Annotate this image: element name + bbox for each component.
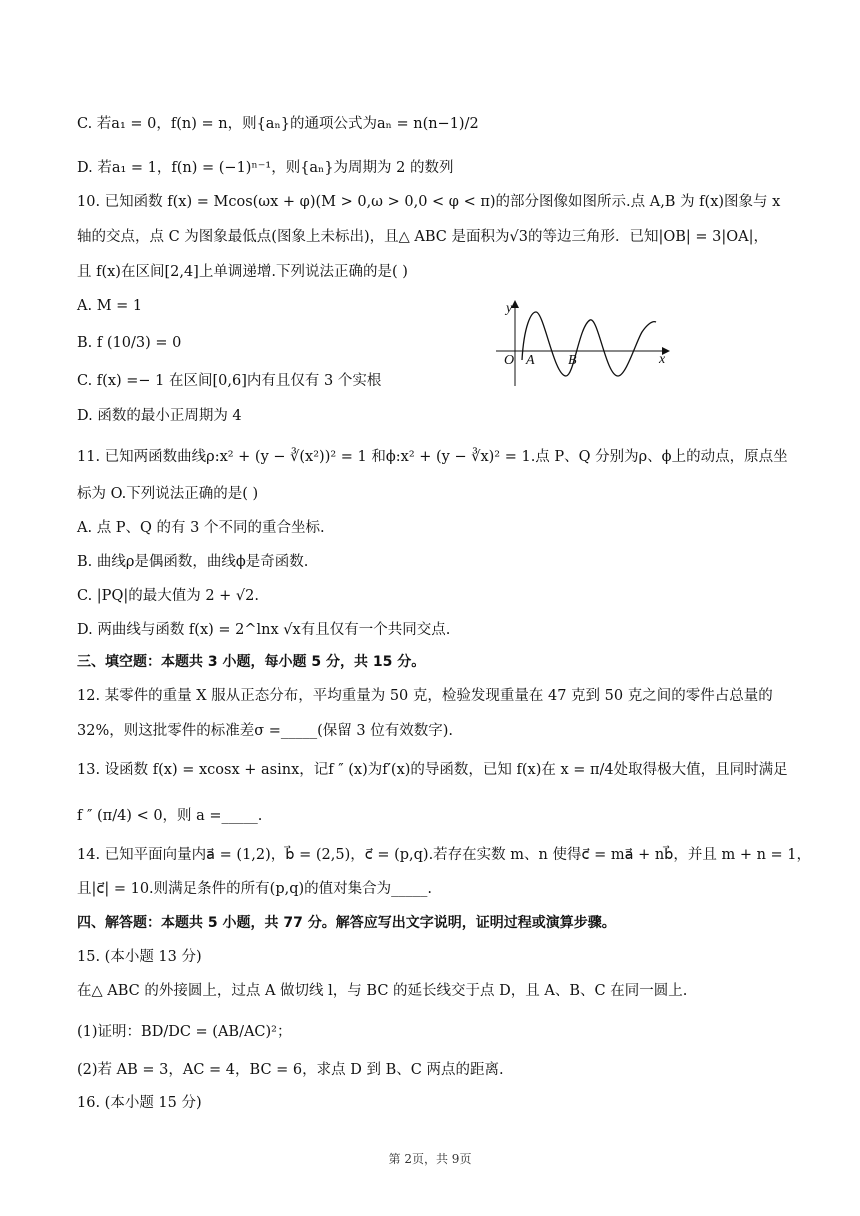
cosine-curve [522, 312, 656, 376]
option-9c: C. 若a₁ = 0，f(n) = n，则{aₙ}的通项公式为aₙ = n(n−1)/2 [77, 116, 479, 132]
origin-label: O [504, 353, 515, 368]
option-11b: B. 曲线ρ是偶函数，曲线ϕ是奇函数. [77, 554, 309, 570]
question-10: 10. 已知函数 f(x) = Mcos(ωx + φ)(M > 0,ω > 0,0 < φ < π)的部分图像如图所示.点 A,B 为 f(x)图象与 x [77, 194, 781, 210]
point-a-label: A [526, 353, 535, 368]
section-3-heading: 三、填空题：本题共 3 小题，每小题 5 分，共 15 分。 [77, 654, 426, 670]
question-15-header: 15. (本小题 13 分) [77, 949, 202, 965]
question-11-l2: 标为 O.下列说法正确的是( ) [77, 486, 259, 502]
page-footer: 第 2页，共 9页 [388, 1152, 472, 1166]
question-12-l2: 32%，则这批零件的标准差σ =_____(保留 3 位有效数字). [77, 723, 454, 739]
option-10c: C. f(x) =− 1 在区间[0,6]内有且仅有 3 个实根 [77, 373, 382, 389]
section-4-heading: 四、解答题：本题共 5 小题，共 77 分。解答应写出文字说明，证明过程或演算步骤。 [77, 915, 616, 931]
question-15-stem: 在△ ABC 的外接圆上，过点 A 做切线 l，与 BC 的延长线交于点 D，且 A、B、C 在同一圆上. [77, 983, 688, 999]
option-10b: B. f (10/3) = 0 [77, 335, 182, 351]
option-9d: D. 若a₁ = 1，f(n) = (−1)ⁿ⁻¹，则{aₙ}为周期为 2 的数列 [77, 160, 454, 176]
option-11a: A. 点 P、Q 的有 3 个不同的重合坐标. [77, 520, 325, 536]
option-10a: A. M = 1 [77, 298, 143, 314]
question-15-part2: (2)若 AB = 3，AC = 4，BC = 6，求点 D 到 B、C 两点的距离. [77, 1062, 504, 1078]
question-15-part1: (1)证明：BD/DC = (AB/AC)²； [77, 1024, 292, 1040]
option-11c: C. |PQ|的最大值为 2 + √2. [77, 588, 259, 604]
option-10d: D. 函数的最小正周期为 4 [77, 408, 242, 424]
question-14-l2: 且|c⃗| = 10.则满足条件的所有(p,q)的值对集合为_____. [77, 881, 433, 897]
question-13: 13. 设函数 f(x) = xcosx + asinx，记f ″ (x)为f′(x)的导函数，已知 f(x)在 x = π/4处取得极大值，且同时满足 [77, 762, 788, 778]
question-13-l2: f ″ (π/4) < 0，则 a =_____. [77, 808, 263, 824]
x-axis-label: x [659, 352, 666, 367]
option-11d: D. 两曲线与函数 f(x) = 2^lnx √x有且仅有一个共同交点. [77, 622, 451, 638]
y-axis-label: y [506, 301, 513, 316]
point-b-label: B [568, 353, 577, 368]
question-16-header: 16. (本小题 15 分) [77, 1095, 202, 1111]
question-12: 12. 某零件的重量 X 服从正态分布，平均重量为 50 克，检验发现重量在 47 克到 50 克之间的零件占总量的 [77, 688, 773, 704]
question-10-l3: 且 f(x)在区间[2,4]上单调递增.下列说法正确的是( ) [77, 264, 408, 280]
question-11: 11. 已知两函数曲线ρ:x² + (y − ∛(x²))² = 1 和ϕ:x² + (y − ∛x)² = 1.点 P、Q 分别为ρ、ϕ上的动点，原点坐 [77, 449, 788, 465]
question-10-l2: 轴的交点，点 C 为图象最低点(图象上未标出)，且△ ABC 是面积为√3的等边三角形．已知|OB| = 3|OA|， [77, 229, 768, 245]
question-14: 14. 已知平面向量内a⃗ = (1,2)，b⃗ = (2,5)，c⃗ = (p,q).若存在实数 m、n 使得c⃗ = ma⃗ + nb⃗，并且 m + n = 1， [77, 847, 812, 863]
cosine-graph-figure [494, 296, 674, 388]
